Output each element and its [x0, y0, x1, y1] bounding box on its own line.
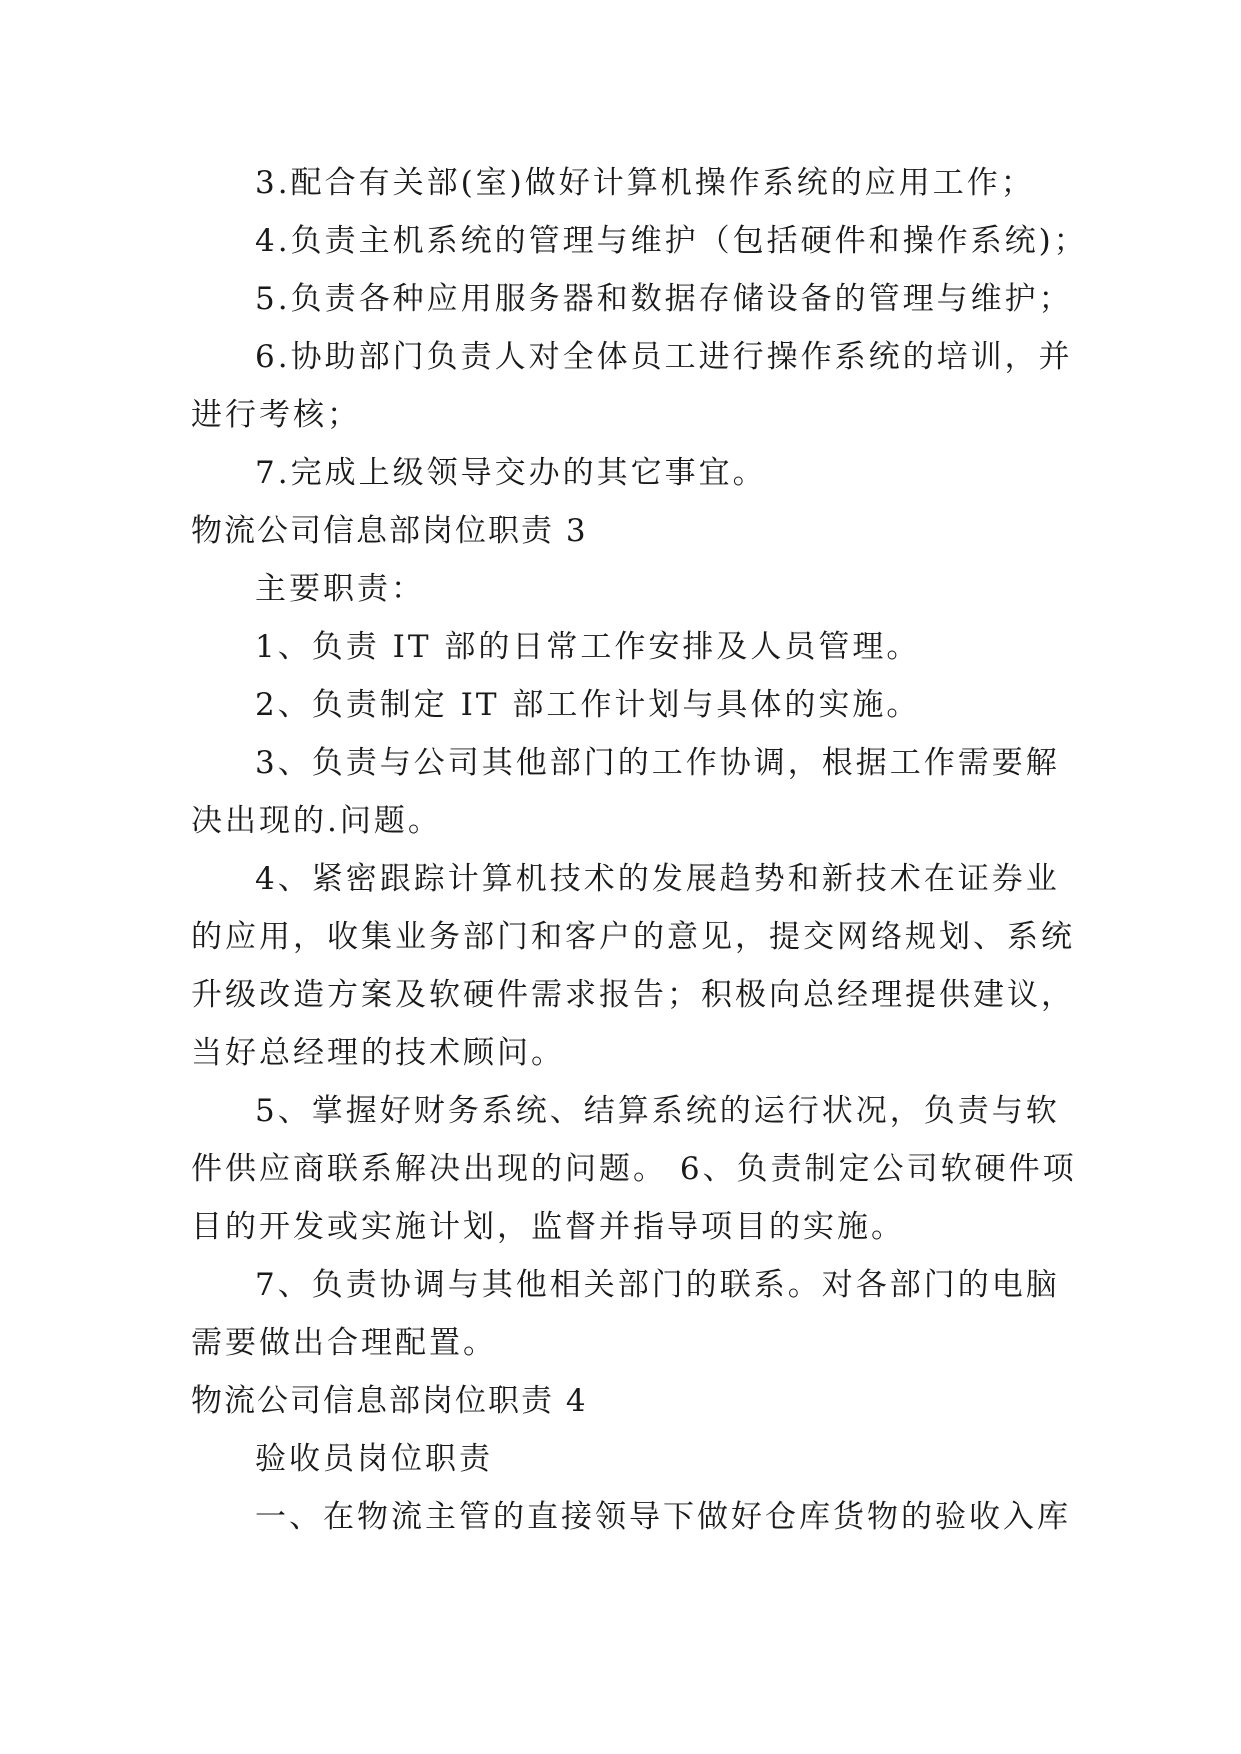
- paragraph-duty-7: 7.完成上级领导交办的其它事宜。: [255, 455, 767, 491]
- paragraph-item-5-cont-1: 件供应商联系解决出现的问题。 6、负责制定公司软硬件项: [191, 1151, 1077, 1187]
- paragraph-item-3-cont: 决出现的.问题。: [191, 803, 442, 839]
- paragraph-inspector-1: 一、在物流主管的直接领导下做好仓库货物的验收入库: [255, 1499, 1071, 1535]
- section-heading-3: 物流公司信息部岗位职责 3: [191, 513, 588, 549]
- paragraph-item-4-cont-1: 的应用，收集业务部门和客户的意见，提交网络规划、系统: [191, 919, 1075, 955]
- paragraph-item-5-cont-2: 目的开发或实施计划，监督并指导项目的实施。: [191, 1209, 905, 1245]
- paragraph-item-5: 5、掌握好财务系统、结算系统的运行状况，负责与软: [255, 1093, 1060, 1129]
- paragraph-item-1: 1、负责 IT 部的日常工作安排及人员管理。: [255, 629, 921, 665]
- paragraph-item-3: 3、负责与公司其他部门的工作协调，根据工作需要解: [255, 745, 1060, 781]
- paragraph-duty-5: 5.负责各种应用服务器和数据存储设备的管理与维护；: [255, 281, 1073, 317]
- paragraph-item-4-cont-2: 升级改造方案及软硬件需求报告；积极向总经理提供建议，: [191, 977, 1075, 1013]
- paragraph-item-7: 7、负责协调与其他相关部门的联系。对各部门的电脑: [255, 1267, 1060, 1303]
- paragraph-item-2: 2、负责制定 IT 部工作计划与具体的实施。: [255, 687, 921, 723]
- subheading-inspector-duties: 验收员岗位职责: [255, 1441, 493, 1477]
- paragraph-duty-4: 4.负责主机系统的管理与维护（包括硬件和操作系统)；: [255, 223, 1088, 259]
- paragraph-item-7-cont: 需要做出合理配置。: [191, 1325, 497, 1361]
- subheading-main-duties: 主要职责：: [255, 571, 425, 607]
- paragraph-item-4: 4、紧密跟踪计算机技术的发展趋势和新技术在证券业: [255, 861, 1060, 897]
- section-heading-4: 物流公司信息部岗位职责 4: [191, 1383, 588, 1419]
- paragraph-duty-6-cont: 进行考核；: [191, 397, 361, 433]
- paragraph-duty-6: 6.协助部门负责人对全体员工进行操作系统的培训，并: [255, 339, 1073, 375]
- paragraph-item-4-cont-3: 当好总经理的技术顾问。: [191, 1035, 565, 1071]
- paragraph-duty-3: 3.配合有关部(室)做好计算机操作系统的应用工作；: [255, 165, 1035, 201]
